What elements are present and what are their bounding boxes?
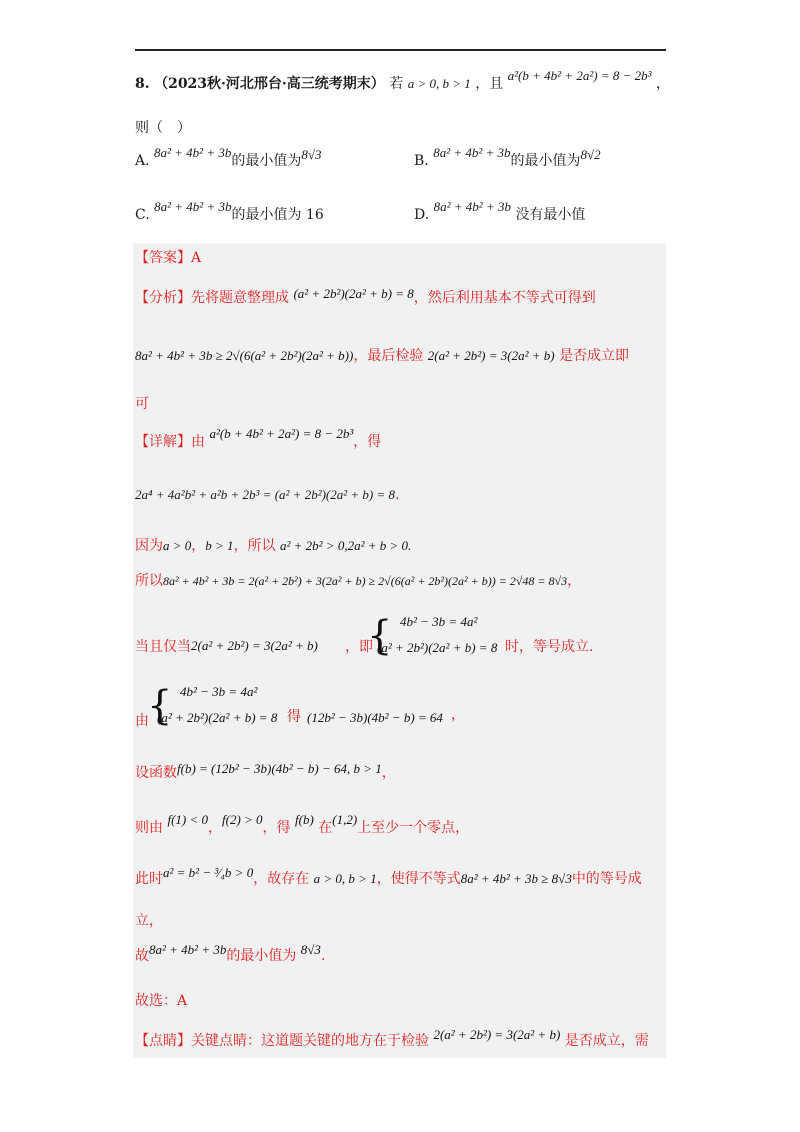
comment-line [135,1027,649,1050]
detail-text-11b: 的最小值为 [226,948,297,964]
option-a-value: 8√3 [301,147,322,162]
option-c-text: 的最小值为 16 [231,207,324,223]
detail-formula-7-end: ， [381,765,396,781]
comment-formula-1: 2(a² + 2b²) = 3(2a² + b) [433,1027,561,1042]
detail-text-11c: . [320,948,326,964]
question-cond-mid: ，且 [475,76,504,92]
detail-text-8b: ， [208,820,222,836]
detail-line-1 [135,426,382,451]
detail-text-8e: 上至少一个零点， [357,820,470,836]
detail-formula-11: 8a² + 4b² + 3b [149,942,227,957]
option-d-label: D. [414,207,430,223]
analysis-text-1: 先将题意整理成 [191,290,289,306]
detail-text-6: 由 [135,713,149,729]
question-cond-eq: a²(b + 4b² + 2a²) = 8 − 2b³ [507,68,652,83]
question-source: （2023秋·河北邢台·高三统考期末） [154,76,385,92]
detail-formula-2-end: . [395,487,400,503]
detail-formula-3b: b > 1 [205,538,234,553]
option-a[interactable] [135,145,322,170]
detail-line-2 [135,487,399,503]
detail-line-3 [135,535,411,555]
comment-text-1: 关键点睛：这道题关键的地方在于检验 [191,1033,429,1049]
option-a-label: A. [135,153,150,169]
detail-text-3: 因为 [135,538,163,554]
detail-text-9: 此时 [135,871,163,887]
answer-value: A [191,250,202,266]
analysis-formula-3: 2(a² + 2b²) = 3(2a² + b) [427,348,555,363]
detail-text-3c: ，所以 [233,538,276,554]
detail-text-8c: ，得 [262,820,291,836]
option-a-expr: 8a² + 4b² + 3b [154,145,232,160]
question-line [135,68,670,93]
detail-text-5c: 时，等号成立. [505,639,594,655]
detail-formula-6: (12b² − 3b)(4b² − b) = 64 [307,710,443,725]
detail-text-11: 故 [135,948,149,964]
question-cond-ab: a > 0, b > 1 [407,76,471,91]
detail-line-8 [135,812,470,837]
detail-line-12: 故选：A [135,993,188,1009]
option-c-label: C. [135,207,150,223]
question-cond-prefix: 若 [389,76,404,92]
detail-line-11 [135,942,326,965]
detail-text-7: 设函数 [135,765,177,781]
detail-line-7 [135,762,396,782]
detail-formula-4: 8a² + 4b² + 3b = 2(a² + 2b²) + 3(2a² + b) ≥ 2√(6(a² + 2b²)(2a² + b)) = 2√48 = 8√3 [163,574,568,588]
detail-formula-5: 2(a² + 2b²) = 3(2a² + b) [191,638,318,653]
option-b-text: 的最小值为 [510,153,581,169]
detail-tag: 【详解】 [135,434,191,450]
detail-text-9d: 中的等号成 [571,871,642,887]
detail-text-8: 则由 [135,820,163,836]
analysis-formula-2: 8a² + 4b² + 3b ≥ 2√(6(a² + 2b²)(2a² + b)) [135,348,354,363]
analysis-text-3: ，最后检验 [353,348,424,364]
detail-text-4: 所以 [135,573,163,589]
analysis-formula-1: (a² + 2b²)(2a² + b) = 8 [293,286,414,301]
option-b-value: 8√2 [580,147,601,162]
system-brace-1: { [367,613,393,659]
question-number: 8. [135,76,150,92]
detail-formula-1: a²(b + 4b² + 2a²) = 8 − 2b³ [209,426,354,441]
detail-text-5b: ，即 [345,639,373,655]
detail-formula-3c: a² + 2b² > 0,2a² + b > 0. [280,538,412,553]
detail-text-2: ，得 [353,434,382,450]
detail-formula-11b: 8√3 [300,942,321,957]
detail-formula-2: 2a⁴ + 4a²b² + a²b + 2b³ = (a² + 2b²)(2a² + b) = 8 [135,487,396,502]
detail-formula-8a: f(1) < 0 [167,812,208,827]
question-then: 则（ ） [135,120,191,136]
detail-line-10: 立， [135,913,163,929]
answer-line [135,247,201,267]
analysis-text-2: ，然后利用基本不等式可得到 [413,290,596,306]
top-rule [135,49,666,51]
detail-text-5: 当且仅当 [135,639,191,655]
detail-formula-8c: f(b) [295,812,314,827]
detail-formula-9: a² = b² − ³⁄₄b > 0 [163,865,254,880]
detail-formula-6-end: ， [451,707,465,723]
analysis-tag: 【分析】 [135,290,191,306]
detail-text-9b: ，故存在 [253,871,310,887]
option-b-expr: 8a² + 4b² + 3b [433,145,511,160]
detail-formula-9b: a > 0, b > 1 [313,871,377,886]
analysis-text-4: 是否成立即 [559,348,630,364]
detail-formula-7: f(b) = (12b² − 3b)(4b² − b) − 64, b > 1 [177,761,382,776]
detail-line-9 [135,865,642,888]
option-d-text: 没有最小值 [515,207,586,223]
detail-text-6b: 得 [287,709,301,725]
comment-tag: 【点睛】 [135,1033,191,1049]
detail-formula-3a: a > 0 [163,538,192,553]
answer-tag: 【答案】 [135,250,191,266]
option-b-label: B. [414,153,429,169]
system-brace-2: { [147,683,173,729]
comment-text-2: 是否成立，需 [564,1033,649,1049]
detail-line-4 [135,570,581,590]
detail-text-3b: ， [191,538,206,554]
option-c[interactable] [135,199,324,224]
analysis-line-2 [135,345,629,365]
question-cond-end: ， [655,76,670,92]
detail-text-9c: ，使得不等式 [376,871,461,887]
detail-formula-8d: (1,2) [332,812,358,827]
detail-system-1-eq2: (a² + 2b²)(2a² + b) = 8 [377,640,498,655]
analysis-line-1 [135,287,596,307]
option-c-expr: 8a² + 4b² + 3b [154,199,232,214]
option-b[interactable] [414,145,601,170]
option-d-expr: 8a² + 4b² + 3b [433,199,511,214]
detail-text-8d: 在 [318,820,333,836]
option-a-text: 的最小值为 [231,153,302,169]
detail-text-1: 由 [191,434,205,450]
detail-formula-9c: 8a² + 4b² + 3b ≥ 8√3 [460,871,572,886]
detail-system-2-eq1: 4b² − 3b = 4a² [180,684,258,699]
detail-formula-4-end: ， [567,573,582,589]
option-d[interactable] [414,199,586,224]
detail-system-1-eq1: 4b² − 3b = 4a² [400,614,478,629]
detail-formula-8b: f(2) > 0 [222,812,263,827]
analysis-line-3: 可 [135,396,149,412]
detail-system-2-eq2: (a² + 2b²)(2a² + b) = 8 [157,710,278,725]
